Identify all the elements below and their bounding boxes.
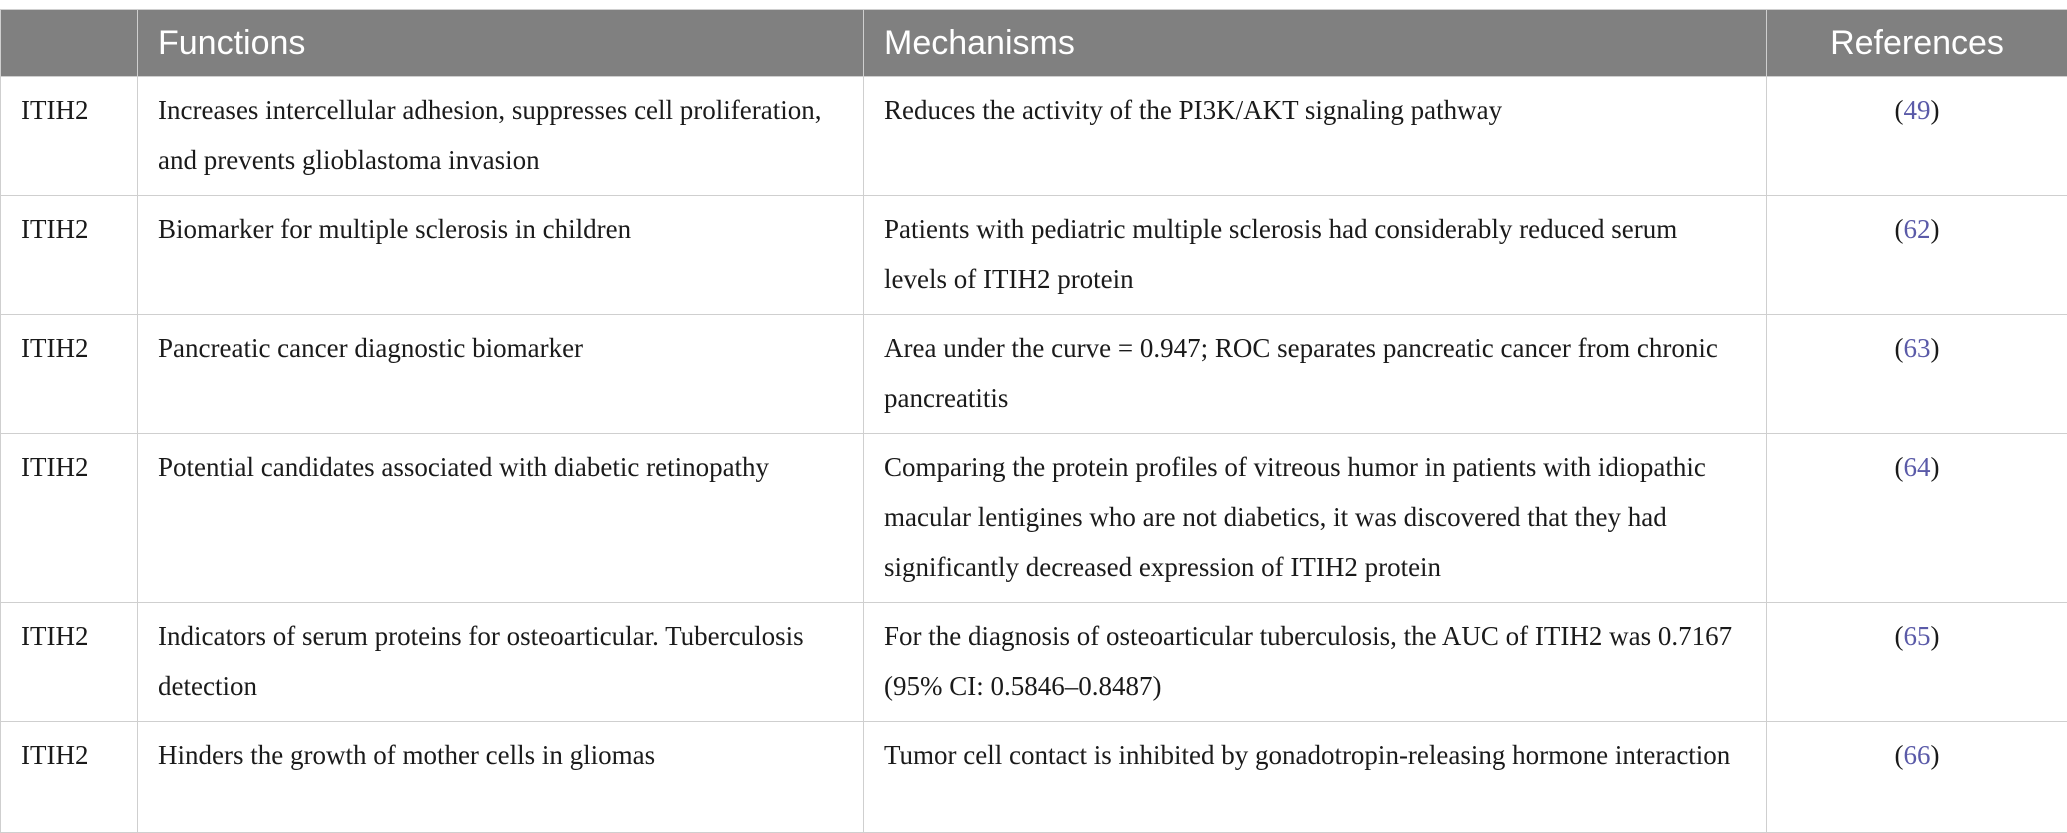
mechanism-cell: Patients with pediatric multiple sclerosis had considerably reduced serum levels of ITIH2 protein bbox=[864, 196, 1767, 315]
reference-link[interactable]: 63 bbox=[1904, 333, 1931, 363]
function-cell: Potential candidates associated with diabetic retinopathy bbox=[138, 434, 864, 603]
reference-cell bbox=[1767, 603, 2067, 722]
ref-close: ) bbox=[1931, 740, 1940, 770]
ref-close: ) bbox=[1931, 452, 1940, 482]
reference-cell bbox=[1767, 196, 2067, 315]
gene-cell: ITIH2 bbox=[1, 434, 138, 603]
table-row bbox=[1, 434, 2067, 603]
ref-open: ( bbox=[1895, 740, 1904, 770]
reference-link[interactable]: 64 bbox=[1904, 452, 1931, 482]
ref-close: ) bbox=[1931, 214, 1940, 244]
gene-cell: ITIH2 bbox=[1, 603, 138, 722]
ref-open: ( bbox=[1895, 214, 1904, 244]
reference-link[interactable]: 66 bbox=[1904, 740, 1931, 770]
reference-link[interactable]: 49 bbox=[1904, 95, 1931, 125]
function-cell: Pancreatic cancer diagnostic biomarker bbox=[138, 315, 864, 434]
function-cell: Increases intercellular adhesion, suppresses cell proliferation, and prevents glioblastoma invasion bbox=[138, 77, 864, 196]
header-functions: Functions bbox=[138, 10, 864, 77]
header-gene bbox=[1, 10, 138, 77]
mechanism-cell: Tumor cell contact is inhibited by gonadotropin-releasing hormone interaction bbox=[864, 722, 1767, 833]
reference-link[interactable]: 65 bbox=[1904, 621, 1931, 651]
header-mechanisms: Mechanisms bbox=[864, 10, 1767, 77]
header-references: References bbox=[1767, 10, 2067, 77]
ref-open: ( bbox=[1895, 621, 1904, 651]
table-row bbox=[1, 315, 2067, 434]
gene-cell: ITIH2 bbox=[1, 315, 138, 434]
ref-close: ) bbox=[1931, 621, 1940, 651]
gene-cell: ITIH2 bbox=[1, 196, 138, 315]
header-row bbox=[1, 10, 2067, 77]
mechanism-cell: Comparing the protein profiles of vitreous humor in patients with idiopathic macular lentigines who are not diabetics, it was discovered that they had significantly decreased expression of ITIH2 protein bbox=[864, 434, 1767, 603]
ref-open: ( bbox=[1895, 333, 1904, 363]
table-row bbox=[1, 603, 2067, 722]
function-cell: Indicators of serum proteins for osteoarticular. Tuberculosis detection bbox=[138, 603, 864, 722]
table-row bbox=[1, 77, 2067, 196]
ref-open: ( bbox=[1895, 452, 1904, 482]
mechanism-cell: For the diagnosis of osteoarticular tuberculosis, the AUC of ITIH2 was 0.7167 (95% CI: 0.5846–0.8487) bbox=[864, 603, 1767, 722]
reference-cell bbox=[1767, 77, 2067, 196]
function-cell: Hinders the growth of mother cells in gliomas bbox=[138, 722, 864, 833]
gene-cell: ITIH2 bbox=[1, 722, 138, 833]
table-row bbox=[1, 196, 2067, 315]
reference-link[interactable]: 62 bbox=[1904, 214, 1931, 244]
reference-cell bbox=[1767, 315, 2067, 434]
mechanism-cell: Reduces the activity of the PI3K/AKT signaling pathway bbox=[864, 77, 1767, 196]
table-row bbox=[1, 722, 2067, 833]
function-cell: Biomarker for multiple sclerosis in children bbox=[138, 196, 864, 315]
mechanism-cell: Area under the curve = 0.947; ROC separates pancreatic cancer from chronic pancreatitis bbox=[864, 315, 1767, 434]
ref-close: ) bbox=[1931, 95, 1940, 125]
itih2-functions-table bbox=[0, 9, 2067, 833]
reference-cell bbox=[1767, 722, 2067, 833]
reference-cell bbox=[1767, 434, 2067, 603]
ref-close: ) bbox=[1931, 333, 1940, 363]
ref-open: ( bbox=[1895, 95, 1904, 125]
gene-cell: ITIH2 bbox=[1, 77, 138, 196]
